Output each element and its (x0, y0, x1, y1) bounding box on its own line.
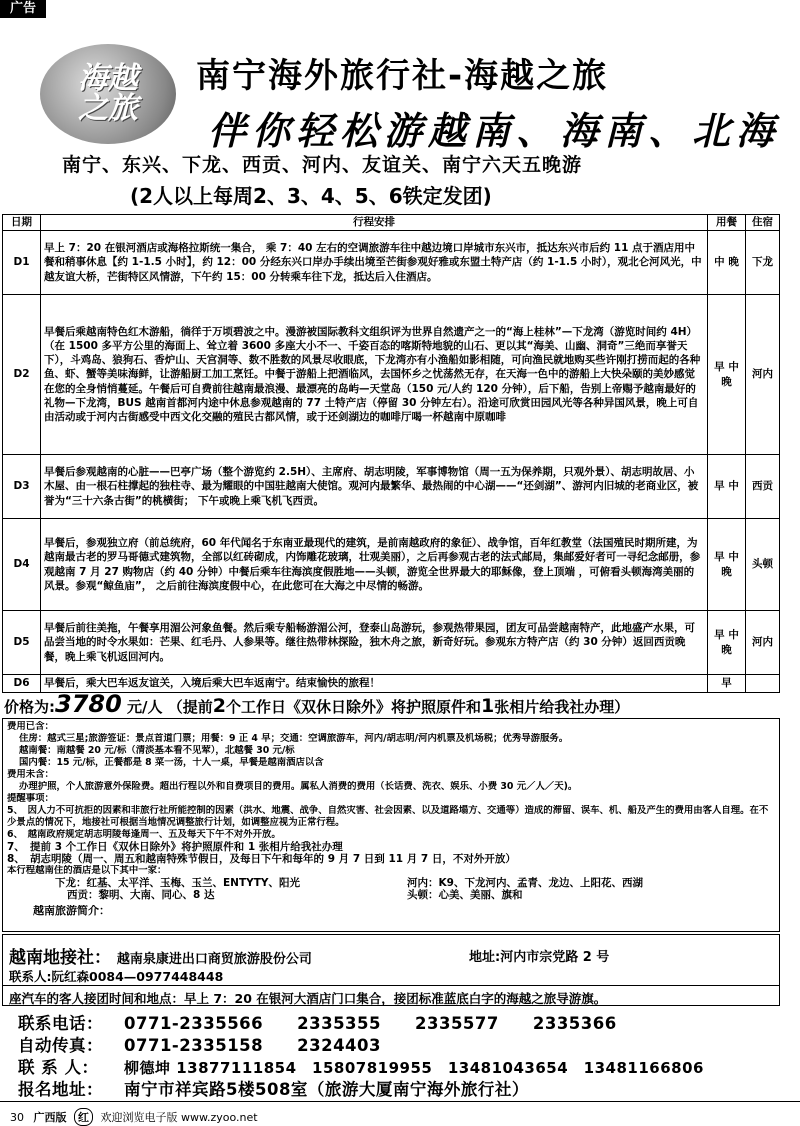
meal-cell: 中 晚 (708, 231, 746, 295)
divider (3, 985, 779, 986)
contact-label: 报名地址： (18, 1080, 103, 1099)
price-days: 2 (212, 695, 226, 717)
fee-notes (2, 718, 780, 932)
itinerary-table (2, 214, 780, 693)
day-cell: D6 (3, 675, 41, 693)
day-cell: D3 (3, 455, 41, 519)
site-link[interactable]: 欢迎浏览电子版 www.zyoo.net (100, 1111, 258, 1124)
day-cell: D4 (3, 519, 41, 611)
departure-schedule: (2人以上每周2、3、4、5、6铁定发团) (130, 184, 492, 208)
page-footer (10, 1108, 258, 1126)
contact-person (18, 1054, 704, 1078)
price-amount: 3780 (55, 690, 122, 718)
contact-fax (18, 1032, 381, 1056)
tip-line: 5、 因人力不可抗拒的因素和非旅行社所能控制的因素（洪水、地震、战争、自然灾害、社会因素、以及道路塌方、交通等）造成的滞留、误车、机、船及产生的费用由客人自理。在不少景点的情况下，地接社可根据当地情况调整旅行计划，如调整应视为正常行程。 (7, 805, 769, 828)
contact-value: 0771-2335566 2335355 2335577 2335366 (124, 1014, 617, 1033)
hotel-list: 下龙：红基、太平洋、玉梅、玉兰、ENTYTY、阳光 (55, 877, 300, 889)
included-line: 越南餐：南越餐 20 元/标（清淡基本看不见荤），北越餐 30 元/标 (19, 745, 295, 756)
included-title: 费用已含： (7, 721, 54, 732)
partner-liaison: 联系人:阮红森0084—0977448448 (9, 969, 224, 984)
contact-label: 联系电话： (18, 1014, 103, 1033)
hotel-list: 河内：K9、下龙河内、孟青、龙边、上阳花、西湖 (407, 877, 643, 889)
price-note-post: 张相片给我社办理） (494, 698, 630, 716)
partner-name: 越南泉康进出口商贸旅游股份公司 (116, 952, 312, 967)
stay-cell: 西贡 (746, 455, 780, 519)
stay-cell (746, 675, 780, 693)
itinerary-row (3, 231, 780, 295)
tips-title: 提醒事项： (7, 793, 54, 804)
meal-cell: 早 中 (708, 455, 746, 519)
contact-value: 南宁市祥宾路5楼508室（旅游大厦南宁海外旅行社） (124, 1080, 529, 1099)
contact-address (18, 1076, 529, 1100)
plan-cell: 早餐后，参观独立府（前总统府，60 年代闻名于东南亚最现代的建筑，是前南越政府的象征）、战争馆，百年红教堂（法国殖民时期所建，为越南最古老的罗马哥德式建筑物，全部以红砖砌成，内饰雕花玻璃，壮观美丽），之后再参观古老的法式邮局，集邮爱好者可一寻纪念邮册，参观越南 7 月 27 购物店（约 40 分钟）中餐后乘车往海滨度假胜地——头顿，游览全世界最大的耶稣像，登上顶端 ，可俯看头顿海湾美丽的风景。参观“鲸鱼庙”， 之后前往海滨度假中心，在此您可在大海之中尽情的畅游。 (41, 519, 708, 611)
partner-address: 地址:河内市宗党路 2 号 (469, 950, 610, 965)
itinerary-row (3, 455, 780, 519)
contact-value: 0771-2335158 2324403 (124, 1036, 382, 1055)
tip-line: 7、 提前 3 个工作日《双休日除外》将护照原件和 1 张相片给我社办理 (7, 841, 343, 853)
stay-cell: 头顿 (746, 519, 780, 611)
partner-label: 越南地接社： (9, 948, 111, 968)
price-note-pre: （提前 (167, 698, 213, 716)
hotel-list: 头顿：心美、美丽、旗和 (407, 889, 523, 901)
itinerary-header-row (3, 215, 780, 231)
page-number: 30 (10, 1111, 24, 1124)
price-photos: 1 (481, 695, 495, 717)
day-cell: D5 (3, 611, 41, 675)
meal-cell: 早 中 晚 (708, 519, 746, 611)
hotels-title: 本行程越南住的酒店是以下其中一家： (7, 865, 167, 876)
plan-cell: 早餐后参观越南的心脏——巴亭广场（整个游览约 2.5H）、主席府、胡志明陵，军事博物馆（周一五为保养期，只观外景）、胡志明故居、小木屋、由一根石柱撑起的独柱寺、最为耀眼的中国驻越南大使馆。观河内最繁华、最热闹的中心湖——“还剑湖”、游河内旧城的老商业区，被誉为“三十六条古街”的桃横街； 下午或晚上乘飞机飞西贡。 (41, 455, 708, 519)
day-cell: D1 (3, 231, 41, 295)
brand-logo (40, 44, 176, 144)
meal-cell: 早 (708, 675, 746, 693)
itinerary-row (3, 519, 780, 611)
tour-route: 南宁、东兴、下龙、西贡、河内、友谊关、南宁六天五晚游 (62, 154, 583, 176)
excluded-line: 办理护照，个人旅游意外保险费。超出行程以外和自费项目的费用。属私人消费的费用（长话费、洗衣、娱乐、小费 30 元／人／天)。 (19, 781, 578, 792)
day-cell: D2 (3, 295, 41, 455)
col-meal: 用餐 (708, 215, 746, 231)
page-subtitle: 伴你轻松游越南、海南、北海 (208, 109, 781, 153)
itinerary-row (3, 611, 780, 675)
plan-cell: 早餐后，乘大巴车返友谊关，入境后乘大巴车返南宁。结束愉快的旅程！ (41, 675, 708, 693)
meal-cell: 早 中 晚 (708, 295, 746, 455)
logo-text: 海越之旅 (78, 61, 138, 126)
contact-phone (18, 1010, 617, 1034)
price-unit: 元/人 (127, 698, 163, 716)
paper-badge: 红 (74, 1108, 93, 1126)
col-plan: 行程安排 (41, 215, 708, 231)
page-title: 南宁海外旅行社-海越之旅 (196, 56, 609, 96)
included-line: 住房：越式三星;旅游签证：景点首道门票；用餐：9 正 4 早；交通：空调旅游车，河内/胡志明/河内机票及机场税；优秀导游服务。 (19, 733, 569, 744)
tip-line: 6、 越南政府规定胡志明陵每逢周一、五及每天下午不对外开放。 (7, 829, 281, 840)
footer-divider (0, 1101, 800, 1102)
price-note-mid: 个工作日《双休日除外》将护照原件和 (226, 698, 482, 716)
header (0, 18, 800, 210)
ad-tag: 广告 (0, 0, 46, 18)
hotel-list: 西贡：黎明、大南、同心、8 达 (67, 889, 215, 901)
itinerary-row (3, 295, 780, 455)
section-name: 广西版 (33, 1111, 67, 1124)
hotel-row (7, 889, 775, 901)
stay-cell: 河内 (746, 611, 780, 675)
stay-cell: 下龙 (746, 231, 780, 295)
meeting-point: 座汽车的客人接团时间和地点：早上 7：20 在银河大酒店门口集合，接团标准蓝底白字的海越之旅导游旗。 (9, 991, 607, 1006)
plan-cell: 早上 7：20 在银河酒店或海格拉斯统一集合， 乘 7：40 左右的空调旅游车往中越边境口岸城市东兴市，抵达东兴市后约 11 点于酒店用中餐和稍事休息【约 1-1.5 小时】，约 12：00 分经东兴口岸办手续出境至芒街参观好雅或东盟土特产店（约 1-1.5 小时），观北仑河风光，中越友谊大桥，芒街特区风情游，下午约 15：00 分转乘车往下龙，抵达后入住酒店。 (41, 231, 708, 295)
hotel-row (7, 877, 775, 889)
col-date: 日期 (3, 215, 41, 231)
tip-line: 8、 胡志明陵（周一、周五和越南特殊节假日，及每日下午和每年的 9 月 7 日到 11 月 7 日，不对外开放） (7, 853, 516, 865)
stay-cell: 河内 (746, 295, 780, 455)
excluded-title: 费用未含： (7, 769, 54, 780)
meal-cell: 早 中 晚 (708, 611, 746, 675)
contact-value: 柳德坤 13877111854 15807819955 13481043654 13481166806 (124, 1059, 704, 1077)
col-stay: 住宿 (746, 215, 780, 231)
plan-cell: 早餐后乘越南特色红木游船，徜徉于万顷碧波之中。漫游被国际教科文组织评为世界自然遗产之一的“海上桂林”—下龙湾（游览时间约 4H）（在 1500 多平方公里的海面上、耸立着 3600 多座大小不一、千姿百态的喀斯特地貌的山石、更以其“海美、山幽、洞奇”三绝而享誉天下），斗鸡岛、狼狗石、香炉山、天宫洞等、数不胜数的风景尽收眼底，下龙湾亦有小渔船如影相随，可向渔民就地购买些许刚打捞而起的各种鱼、虾、蟹等美味海鲜，让游船厨工加工烹饪。中餐于游船上把酒临风，去国怀乡之忧荡然无存，在天海一色中的游船上大快朵颐的美妙感觉在您的全身悄悄蔓延。午餐后可自费前往越南最浪漫、最漂亮的岛屿—天堂岛（150 元/人约 120 分钟），后下船，告别上帝赐予越南最好的礼物—下龙湾，BUS 越南首都河内途中休息参观越南的 77 土特产店（停留 30 分钟左右）。沿途可欣赏田园风光等各种异国风景，晚上可自由活动或于河内古街感受中西文化交融的殖民古都风情，或于还剑湖边的咖啡厅喝一杯越南中原咖啡 (41, 295, 708, 455)
contact-label: 自动传真： (18, 1036, 103, 1055)
plan-cell: 早餐后前往美拖，午餐享用湄公河象鱼餐。然后乘专船畅游湄公河，登泰山岛游玩，参观热带果园，团友可品尝越南特产，此地盛产水果，可品尝当地的时令水果如：芒果、红毛丹、人参果等。继往热带林探险，独木舟之旅，新奇好玩。参观东方特产店（约 30 分钟）返回西贡晚餐，晚上乘飞机返回河内。 (41, 611, 708, 675)
contact-label: 联 系 人： (18, 1058, 99, 1077)
price-line (4, 690, 629, 718)
partner-name-line (9, 943, 312, 968)
intro-title: 越南旅游简介： (33, 905, 110, 917)
included-line: 国内餐：15 元/标，正餐都是 8 菜一汤，十人一桌，早餐是越南酒店以含 (19, 757, 324, 768)
price-prefix: 价格为: (4, 698, 55, 716)
local-partner (2, 934, 780, 1006)
